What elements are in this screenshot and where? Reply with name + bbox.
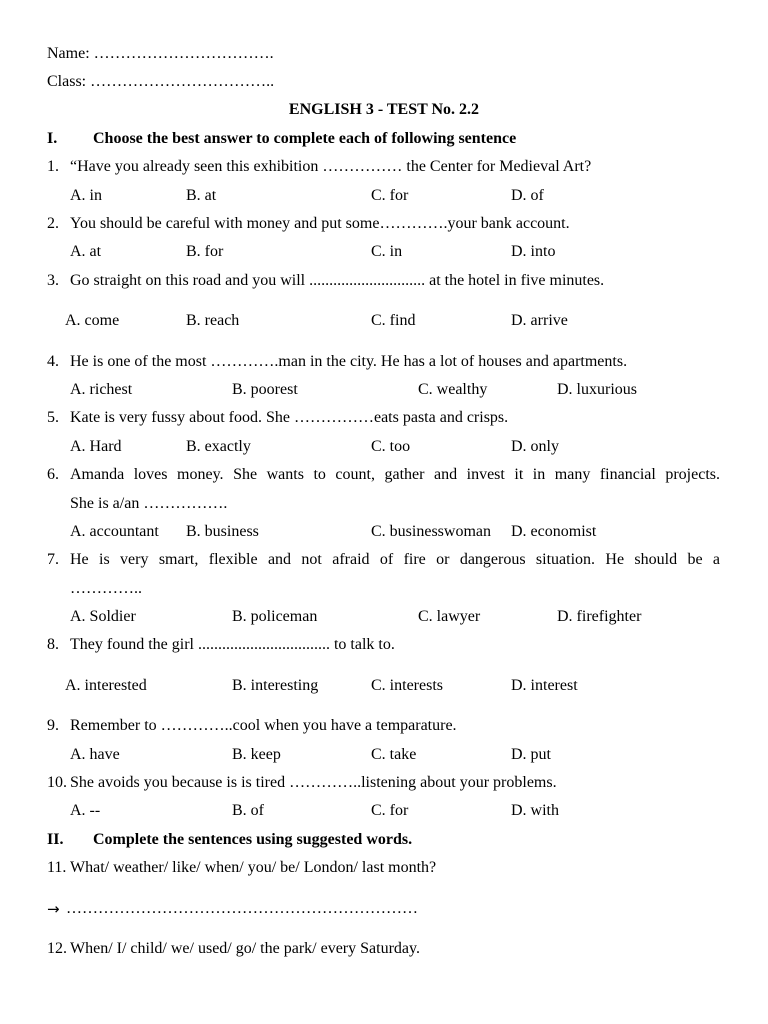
student-class-line: Class: ……………………………..	[47, 73, 275, 90]
question-7-option-a: A. Soldier	[70, 608, 136, 625]
answer-11-arrow-icon: →	[47, 900, 60, 918]
question-10-option-b: B. of	[232, 802, 264, 819]
question-11-number: 11.	[47, 859, 67, 876]
question-10-option-c: C. for	[371, 802, 409, 819]
question-6-option-b: B. business	[186, 523, 259, 540]
question-9-number: 9.	[47, 717, 59, 734]
question-3-option-b: B. reach	[186, 312, 240, 329]
question-1-option-d: D. of	[511, 187, 544, 204]
question-4-option-a: A. richest	[70, 381, 133, 398]
test-title: ENGLISH 3 - TEST No. 2.2	[288, 101, 480, 118]
question-9-text: Remember to …………..cool when you have a temparature.	[70, 717, 457, 734]
question-10-number: 10.	[47, 774, 67, 791]
question-1-number: 1.	[47, 158, 59, 175]
question-2-option-a: A. at	[70, 243, 102, 260]
question-9-option-d: D. put	[511, 746, 551, 763]
question-6-text-line-2: She is a/an …………….	[70, 495, 228, 512]
question-9-option-c: C. take	[371, 746, 417, 763]
question-6-number: 6.	[47, 466, 59, 483]
question-12-text: When/ I/ child/ we/ used/ go/ the park/ every Saturday.	[70, 940, 420, 957]
question-7-number: 7.	[47, 551, 59, 568]
question-2-number: 2.	[47, 215, 59, 232]
question-7-option-d: D. firefighter	[557, 608, 642, 625]
question-4-option-b: B. poorest	[232, 381, 298, 398]
answer-11-blank[interactable]: …………………………………………………………	[66, 900, 418, 917]
question-6-option-a: A. accountant	[70, 523, 159, 540]
question-3-option-a: A. come	[65, 312, 120, 329]
question-8-option-b: B. interesting	[232, 677, 319, 694]
question-8-option-a: A. interested	[65, 677, 147, 694]
question-8-text: They found the girl ................................. to talk to.	[70, 636, 395, 653]
question-5-text: Kate is very fussy about food. She ……………eats pasta and crisps.	[70, 409, 509, 426]
question-4-text: He is one of the most ………….man in the city. He has a lot of houses and apartments.	[70, 353, 628, 370]
section-1-heading: Choose the best answer to complete each of following sentence	[93, 130, 517, 147]
section-2-number: II.	[47, 831, 64, 848]
student-name-line: Name: …………………………….	[47, 45, 274, 62]
question-5-option-c: C. too	[371, 438, 411, 455]
question-3-option-c: C. find	[371, 312, 416, 329]
question-4-number: 4.	[47, 353, 59, 370]
section-2-heading: Complete the sentences using suggested words.	[93, 831, 413, 848]
question-5-option-b: B. exactly	[186, 438, 251, 455]
question-7-text-line-1: He is very smart, flexible and not afraid of fire or dangerous situation. He should be a	[70, 551, 720, 568]
question-3-option-d: D. arrive	[511, 312, 568, 329]
question-10-text: She avoids you because is is tired …………..listening about your problems.	[70, 774, 557, 791]
question-8-number: 8.	[47, 636, 59, 653]
question-7-text-line-2: …………..	[70, 580, 142, 597]
question-5-option-d: D. only	[511, 438, 559, 455]
question-12-number: 12.	[47, 940, 67, 957]
question-8-option-c: C. interests	[371, 677, 443, 694]
question-5-number: 5.	[47, 409, 59, 426]
question-6-option-d: D. economist	[511, 523, 597, 540]
question-10-option-d: D. with	[511, 802, 559, 819]
question-7-option-c: C. lawyer	[418, 608, 481, 625]
question-2-option-c: C. in	[371, 243, 403, 260]
question-3-text: Go straight on this road and you will ............................. at the hotel in five minutes.	[70, 272, 605, 289]
question-5-option-a: A. Hard	[70, 438, 122, 455]
question-11-text: What/ weather/ like/ when/ you/ be/ London/ last month?	[70, 859, 437, 876]
question-4-option-c: C. wealthy	[418, 381, 488, 398]
question-6-text-line-1: Amanda loves money. She wants to count, gather and invest it in many financial projects.	[70, 466, 720, 483]
question-3-number: 3.	[47, 272, 59, 289]
section-1-number: I.	[47, 130, 58, 147]
question-10-option-a: A. --	[70, 802, 101, 819]
question-8-option-d: D. interest	[511, 677, 578, 694]
question-2-option-d: D. into	[511, 243, 556, 260]
question-9-option-a: A. have	[70, 746, 120, 763]
question-1-option-b: B. at	[186, 187, 217, 204]
question-6-option-c: C. businesswoman	[371, 523, 491, 540]
question-2-text: You should be careful with money and put some………….your bank account.	[70, 215, 570, 232]
question-9-option-b: B. keep	[232, 746, 281, 763]
question-1-option-a: A. in	[70, 187, 102, 204]
question-4-option-d: D. luxurious	[557, 381, 637, 398]
question-2-option-b: B. for	[186, 243, 224, 260]
question-7-option-b: B. policeman	[232, 608, 318, 625]
question-1-option-c: C. for	[371, 187, 409, 204]
question-1-text: “Have you already seen this exhibition …………… the Center for Medieval Art?	[70, 158, 592, 175]
